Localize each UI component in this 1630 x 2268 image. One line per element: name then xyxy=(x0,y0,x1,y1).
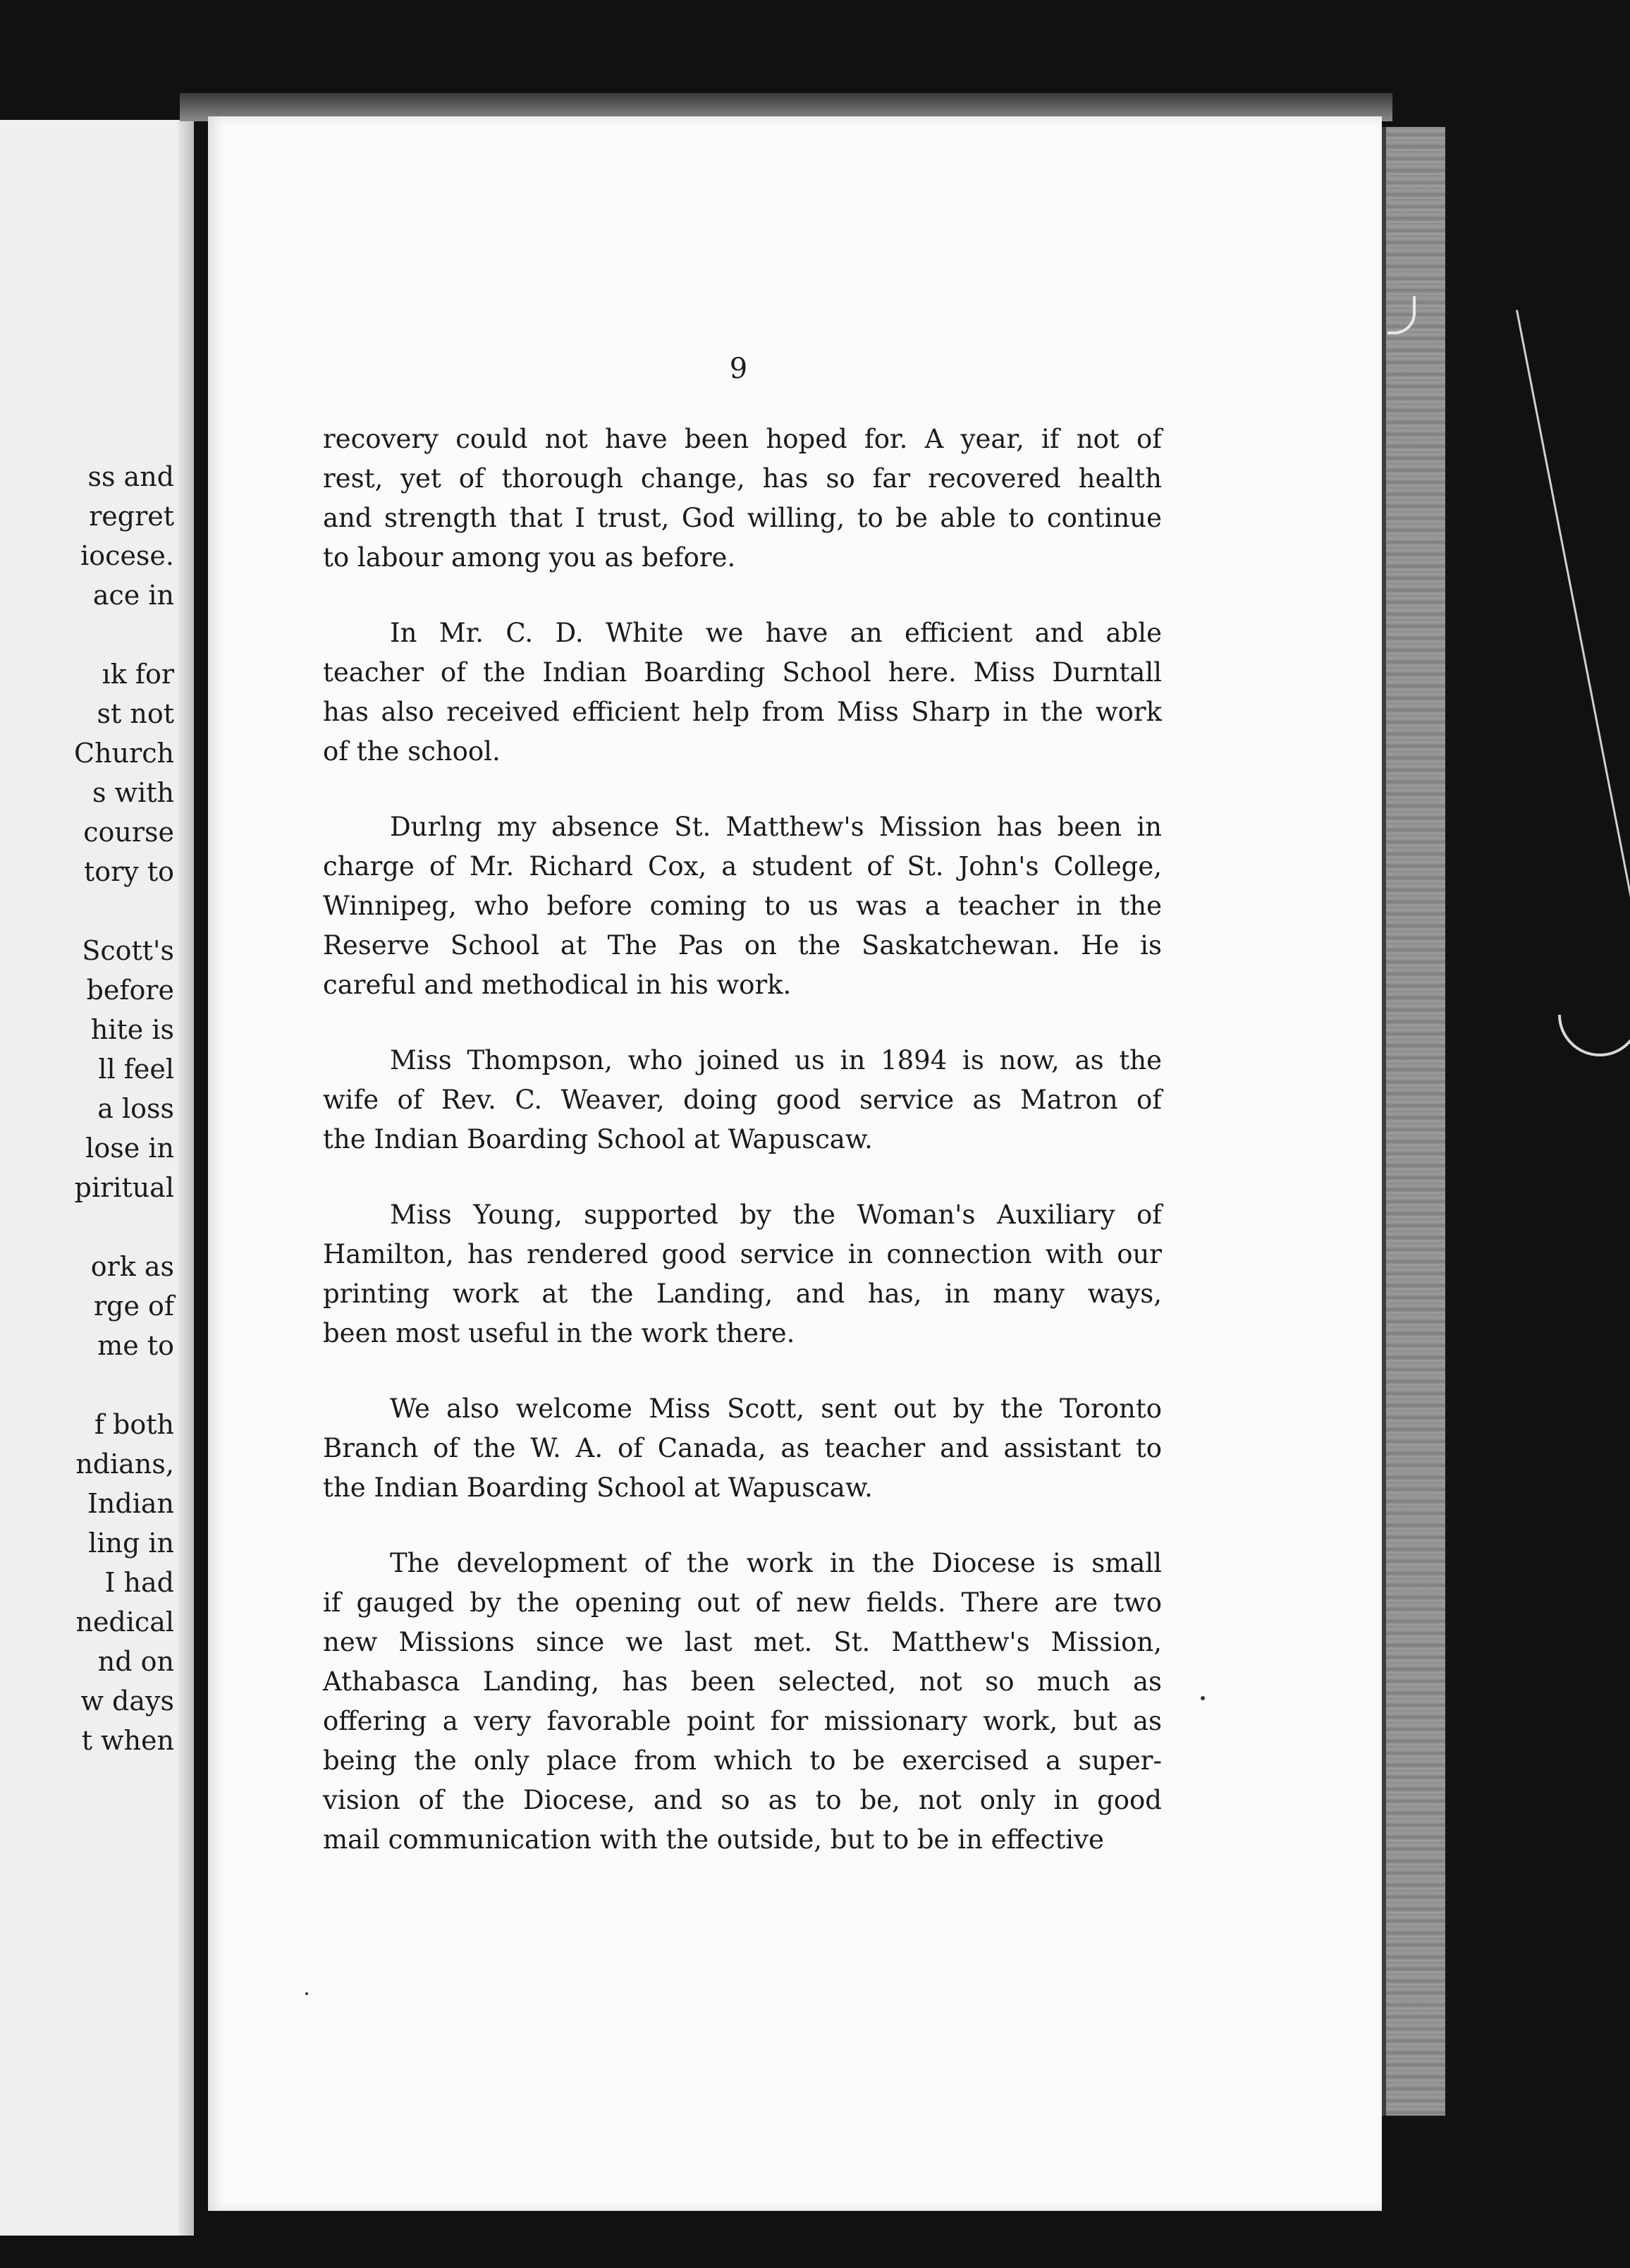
previous-page-line: regret xyxy=(89,501,174,532)
previous-page-line: iocese. xyxy=(80,540,174,571)
previous-page-line: me to xyxy=(97,1330,174,1361)
previous-page-line: ss and xyxy=(87,461,174,492)
previous-page-line: t when xyxy=(81,1725,174,1756)
text-line: the Indian Boarding School at Wapuscaw. xyxy=(323,1473,873,1503)
previous-page-line xyxy=(74,1207,174,1247)
previous-page-line: before xyxy=(86,975,174,1006)
text-line: Branch of the W. A. of Canada, as teacher and assistant to xyxy=(323,1433,1162,1463)
previous-page-line: piritual xyxy=(74,1172,174,1203)
previous-page-line: ling in xyxy=(88,1528,174,1559)
text-line: if gauged by the opening out of new fields. There are two xyxy=(323,1587,1162,1618)
previous-page-line xyxy=(74,615,174,654)
text-line: recovery could not have been hoped for. A year, if not of xyxy=(323,424,1162,454)
text-line: to labour among you as before. xyxy=(323,542,736,573)
previous-page-line: st not xyxy=(97,698,174,729)
text-line: Athabasca Landing, has been selected, not so much as xyxy=(323,1666,1162,1697)
text-line: being the only place from which to be exercised a super- xyxy=(323,1745,1162,1776)
page-number: 9 xyxy=(729,353,748,385)
previous-page-line: lose in xyxy=(85,1133,174,1164)
body-text xyxy=(323,420,1162,1896)
text-line: careful and methodical in his work. xyxy=(323,970,792,1000)
previous-page-line: ndians, xyxy=(75,1449,174,1480)
text-line: the Indian Boarding School at Wapuscaw. xyxy=(323,1124,873,1154)
text-line: The development of the work in the Diocese is small xyxy=(390,1548,1162,1578)
text-line: and strength that I trust, God willing, to be able to continue xyxy=(323,503,1162,533)
text-line: teacher of the Indian Boarding School here. Miss Durntall xyxy=(323,657,1162,688)
previous-page-line: I had xyxy=(104,1567,174,1598)
previous-page-line: hite is xyxy=(90,1014,174,1045)
text-line: Miss Thompson, who joined us in 1894 is now, as the xyxy=(390,1045,1162,1075)
previous-page-line: f both xyxy=(94,1409,174,1440)
paragraph xyxy=(323,614,1162,772)
gutter-shadow xyxy=(178,120,194,2236)
paragraph xyxy=(323,1041,1162,1159)
text-line: offering a very favorable point for missionary work, but as xyxy=(323,1706,1162,1736)
text-line: new Missions since we last met. St. Matthew's Mission, xyxy=(323,1627,1162,1657)
paragraph xyxy=(323,1389,1162,1508)
previous-page-line: tory to xyxy=(83,856,174,887)
paragraph xyxy=(323,1544,1162,1860)
previous-page-line: rge of xyxy=(94,1291,174,1322)
previous-page-line: nd on xyxy=(97,1646,174,1677)
previous-page-line: s with xyxy=(92,777,174,808)
page xyxy=(208,116,1382,2211)
text-line: charge of Mr. Richard Cox, a student of St. John's College, xyxy=(323,851,1162,882)
text-line: Winnipeg, who before coming to us was a teacher in the xyxy=(323,891,1162,921)
text-line: Durlng my absence St. Matthew's Mission has been in xyxy=(390,812,1162,842)
text-line: mail communication with the outside, but to be in effective xyxy=(323,1824,1104,1855)
text-line: vision of the Diocese, and so as to be, not only in good xyxy=(323,1785,1162,1815)
previous-page-line: ık for xyxy=(102,659,174,690)
film-scratch xyxy=(1516,310,1630,1037)
previous-page-line: ace in xyxy=(92,580,174,611)
previous-page-line xyxy=(74,891,174,931)
paragraph xyxy=(323,1195,1162,1353)
previous-page-line: course xyxy=(83,817,174,848)
paragraph xyxy=(323,420,1162,578)
text-line: Hamilton, has rendered good service in connection with our xyxy=(323,1239,1162,1269)
speck xyxy=(1201,1696,1205,1700)
text-line: of the school. xyxy=(323,736,501,767)
previous-page-line: ork as xyxy=(90,1251,174,1282)
previous-page-line: Scott's xyxy=(82,935,174,966)
text-line: Miss Young, supported by the Woman's Auxiliary of xyxy=(390,1200,1162,1230)
text-line: In Mr. C. D. White we have an efficient and able xyxy=(390,618,1162,648)
speck xyxy=(305,1992,308,1995)
previous-page-line: nedical xyxy=(75,1606,174,1638)
text-line: been most useful in the work there. xyxy=(323,1318,795,1348)
book-page-edges xyxy=(1382,127,1445,2116)
previous-page-line: a loss xyxy=(97,1093,174,1124)
film-scratch-curve xyxy=(1541,956,1630,1074)
text-line: printing work at the Landing, and has, in many ways, xyxy=(323,1279,1162,1309)
text-line: rest, yet of thorough change, has so far recovered health xyxy=(323,463,1162,494)
paragraph xyxy=(323,807,1162,1005)
text-line: We also welcome Miss Scott, sent out by the Toronto xyxy=(390,1394,1162,1424)
previous-page-text xyxy=(74,457,174,1760)
previous-page-line: Church xyxy=(74,738,174,769)
previous-page-fragment xyxy=(0,120,194,2236)
text-line: has also received efficient help from Miss Sharp in the work xyxy=(323,697,1162,727)
previous-page-line: Indian xyxy=(87,1488,174,1519)
previous-page-line: ll feel xyxy=(98,1054,174,1085)
text-line: wife of Rev. C. Weaver, doing good service as Matron of xyxy=(323,1085,1162,1115)
previous-page-line: w days xyxy=(80,1685,174,1717)
text-line: Reserve School at The Pas on the Saskatchewan. He is xyxy=(323,930,1162,961)
previous-page-line xyxy=(74,1365,174,1405)
